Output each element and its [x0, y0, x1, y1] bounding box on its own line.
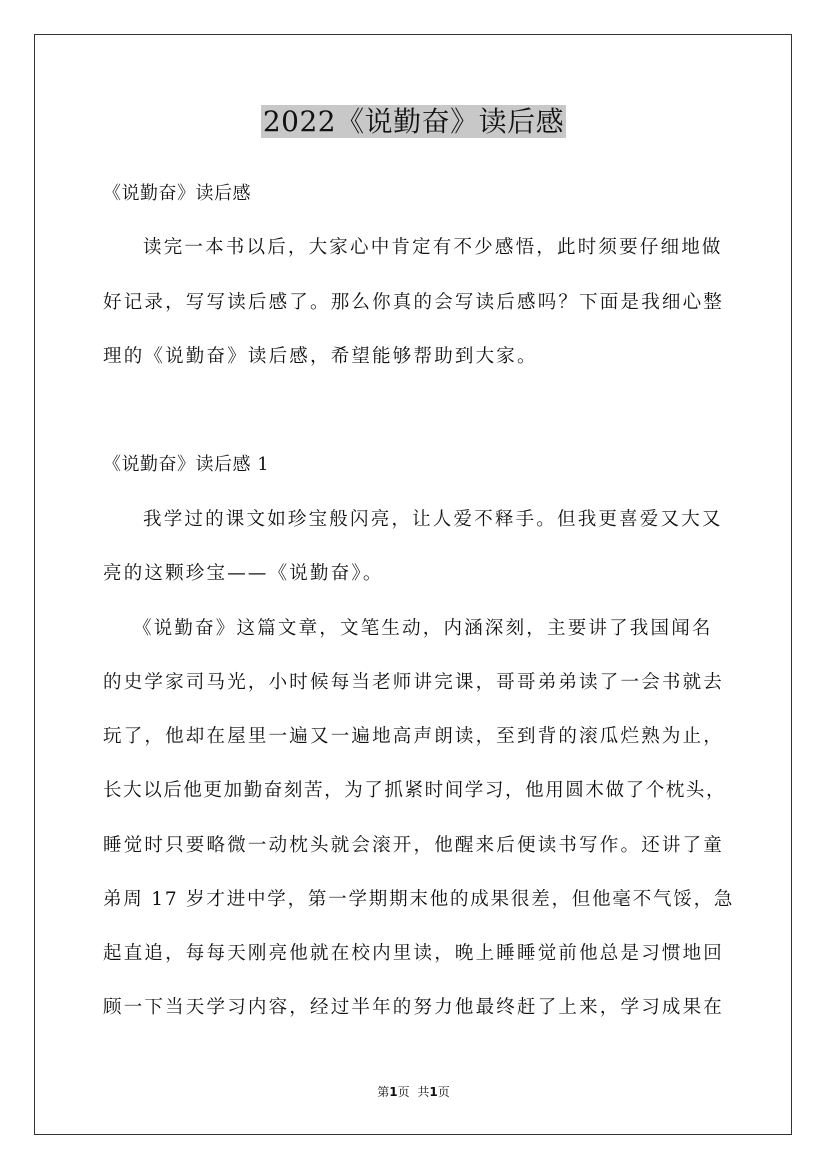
para2-line-2: 的史学家司马光，小时候每当老师讲完课，哥哥弟弟读了一会书就去	[103, 672, 725, 693]
para2-line-1: 《说勤奋》这篇文章，文笔生动，内涵深刻，主要讲了我国闻名	[133, 618, 713, 639]
footer-total-number: 1	[429, 1085, 438, 1099]
title-text: 2022《说勤奋》读后感	[262, 105, 565, 138]
footer-page-number: 1	[389, 1085, 398, 1099]
para2-line-5: 睡觉时只要略微一动枕头就会滚开，他醒来后便读书写作。还讲了童	[103, 835, 725, 856]
intro-line-2: 好记录，写写读后感了。那么你真的会写读后感吗？下面是我细心整	[103, 292, 725, 313]
para2-line-6: 弟周 17 岁才进中学，第一学期期末他的成果很差，但他毫不气馁，急	[103, 889, 735, 910]
page-footer	[0, 1083, 827, 1100]
footer-page-prefix: 第	[377, 1085, 390, 1099]
footer-total-suffix: 页	[437, 1085, 450, 1099]
footer-total-prefix: 共	[417, 1085, 430, 1099]
subtitle: 《说勤奋》读后感	[103, 183, 251, 204]
intro-line-3: 理的《说勤奋》读后感，希望能够帮助到大家。	[103, 346, 538, 367]
para2-line-4: 长大以后他更加勤奋刻苦，为了抓紧时间学习，他用圆木做了个枕头，	[103, 780, 727, 801]
document-title	[0, 103, 827, 141]
para1-line-1: 我学过的课文如珍宝般闪亮，让人爱不释手。但我更喜爱又大又	[143, 509, 723, 530]
intro-line-1: 读完一本书以后，大家心中肯定有不少感悟，此时须要仔细地做	[143, 237, 723, 258]
para2-line-8: 顾一下当天学习内容，经过半年的努力他最终赶了上来，学习成果在	[103, 997, 725, 1018]
para2-line-3: 玩了，他却在屋里一遍又一遍地高声朗读，至到背的滚瓜烂熟为止，	[103, 726, 725, 747]
section-heading: 《说勤奋》读后感 1	[103, 454, 270, 475]
para2-line-7: 起直追，每每天刚亮他就在校内里读，晚上睡睡觉前他总是习惯地回	[103, 943, 725, 964]
para1-line-2: 亮的这颗珍宝——《说勤奋》。	[103, 563, 384, 584]
footer-page-mid: 页	[397, 1085, 410, 1099]
